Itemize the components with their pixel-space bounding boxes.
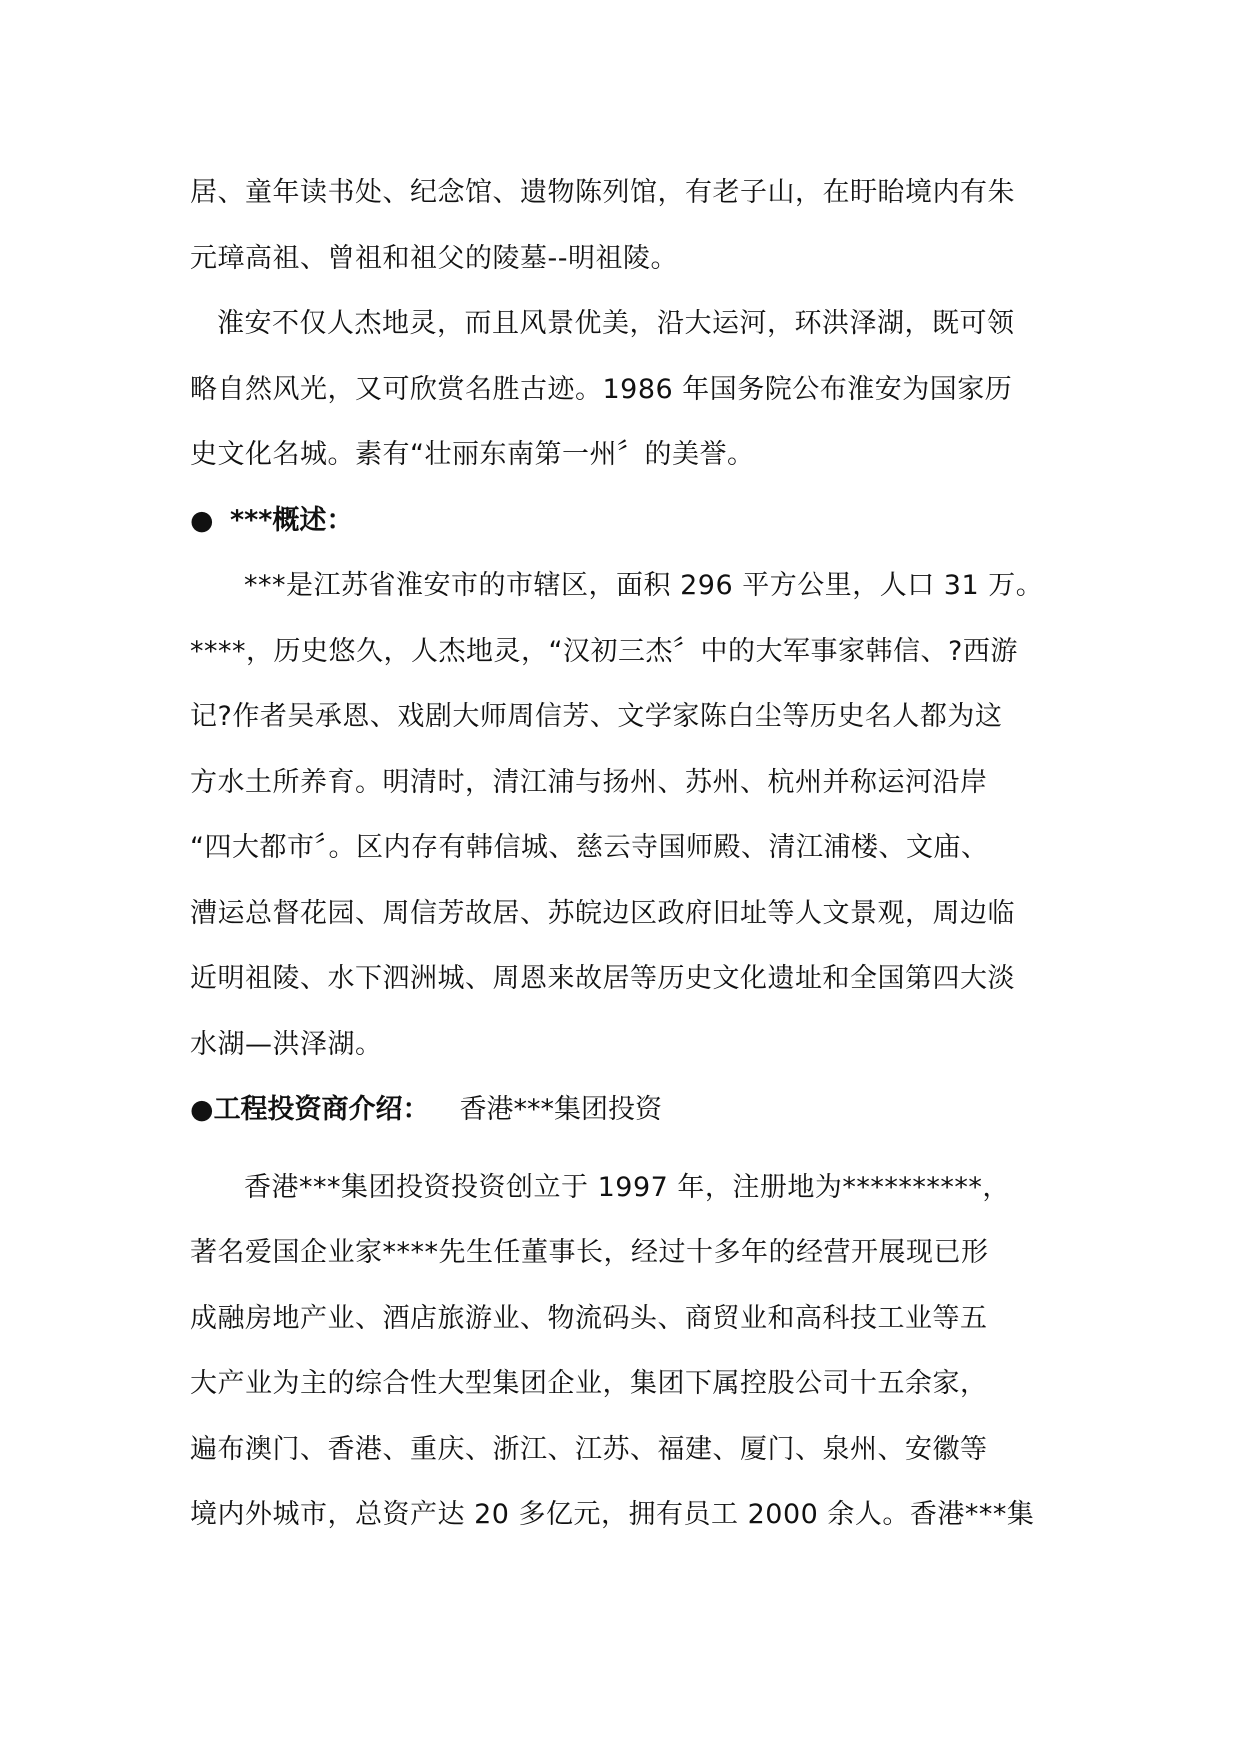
paragraph-line: 史文化名城。素有“壮丽东南第一州〞的美誉。 xyxy=(190,439,755,470)
paragraph-line: 著名爱国企业家****先生任董事长，经过十多年的经营开展现已形 xyxy=(190,1237,989,1268)
paragraph-line: 遍布澳门、香港、重庆、浙江、江苏、福建、厦门、泉州、安徽等 xyxy=(190,1433,988,1465)
bullet-icon: ● xyxy=(190,1094,214,1125)
paragraph-1 xyxy=(190,160,1060,291)
paragraph-line: 成融房地产业、酒店旅游业、物流码头、商贸业和高科技工业等五 xyxy=(190,1302,988,1334)
paragraph-line: ***是江苏省淮安市的市辖区，面积 296 平方公里，人口 31 万。 xyxy=(244,570,1044,601)
paragraph-line: 略自然风光，又可欣赏名胜古迹。1986 年国务院公布淮安为国家历 xyxy=(190,373,1013,405)
paragraph-line: 淮安不仅人杰地灵，而且风景优美，沿大运河，环洪泽湖，既可领 xyxy=(217,308,1015,339)
bullet-icon: ● xyxy=(190,504,214,536)
paragraph-line: 元璋高祖、曾祖和祖父的陵墓--明祖陵。 xyxy=(190,242,678,274)
paragraph-line: 境内外城市，总资产达 20 多亿元，拥有员工 2000 余人。香港***集 xyxy=(190,1499,1035,1530)
section-heading-value: 香港***集团投资 xyxy=(459,1094,663,1125)
section-heading-overview xyxy=(190,488,1060,554)
paragraph-line: 记?作者吴承恩、戏剧大师周信芳、文学家陈白尘等历史名人都为这 xyxy=(190,701,1003,732)
section-heading-investor xyxy=(190,1077,1060,1143)
paragraph-line: “四大都市〞。区内存有韩信城、慈云寺国师殿、清江浦楼、文庙、 xyxy=(190,832,989,863)
paragraph-line: 水湖—洪泽湖。 xyxy=(190,1028,383,1060)
paragraph-line: 方水土所养育。明清时，清江浦与扬州、苏州、杭州并称运河沿岸 xyxy=(190,766,988,798)
paragraph-4 xyxy=(190,1155,1060,1548)
section-heading-label: ***概述： xyxy=(230,504,354,536)
paragraph-3 xyxy=(190,553,1060,1077)
paragraph-line: 近明祖陵、水下泗洲城、周恩来故居等历史文化遗址和全国第四大淡 xyxy=(190,963,1015,994)
paragraph-line: ****，历史悠久，人杰地灵，“汉初三杰〞中的大军事家韩信、?西游 xyxy=(190,635,1018,667)
paragraph-2 xyxy=(190,291,1060,488)
document-page xyxy=(190,160,1060,1548)
paragraph-line: 漕运总督花园、周信芳故居、苏皖边区政府旧址等人文景观，周边临 xyxy=(190,897,1015,929)
section-heading-label: 工程投资商介绍： xyxy=(213,1094,430,1125)
paragraph-line: 香港***集团投资投资创立于 1997 年，注册地为**********， xyxy=(244,1171,1010,1203)
paragraph-line: 居、童年读书处、纪念馆、遗物陈列馆，有老子山，在盱眙境内有朱 xyxy=(190,177,1015,208)
paragraph-line: 大产业为主的综合性大型集团企业，集团下属控股公司十五余家， xyxy=(190,1368,988,1399)
